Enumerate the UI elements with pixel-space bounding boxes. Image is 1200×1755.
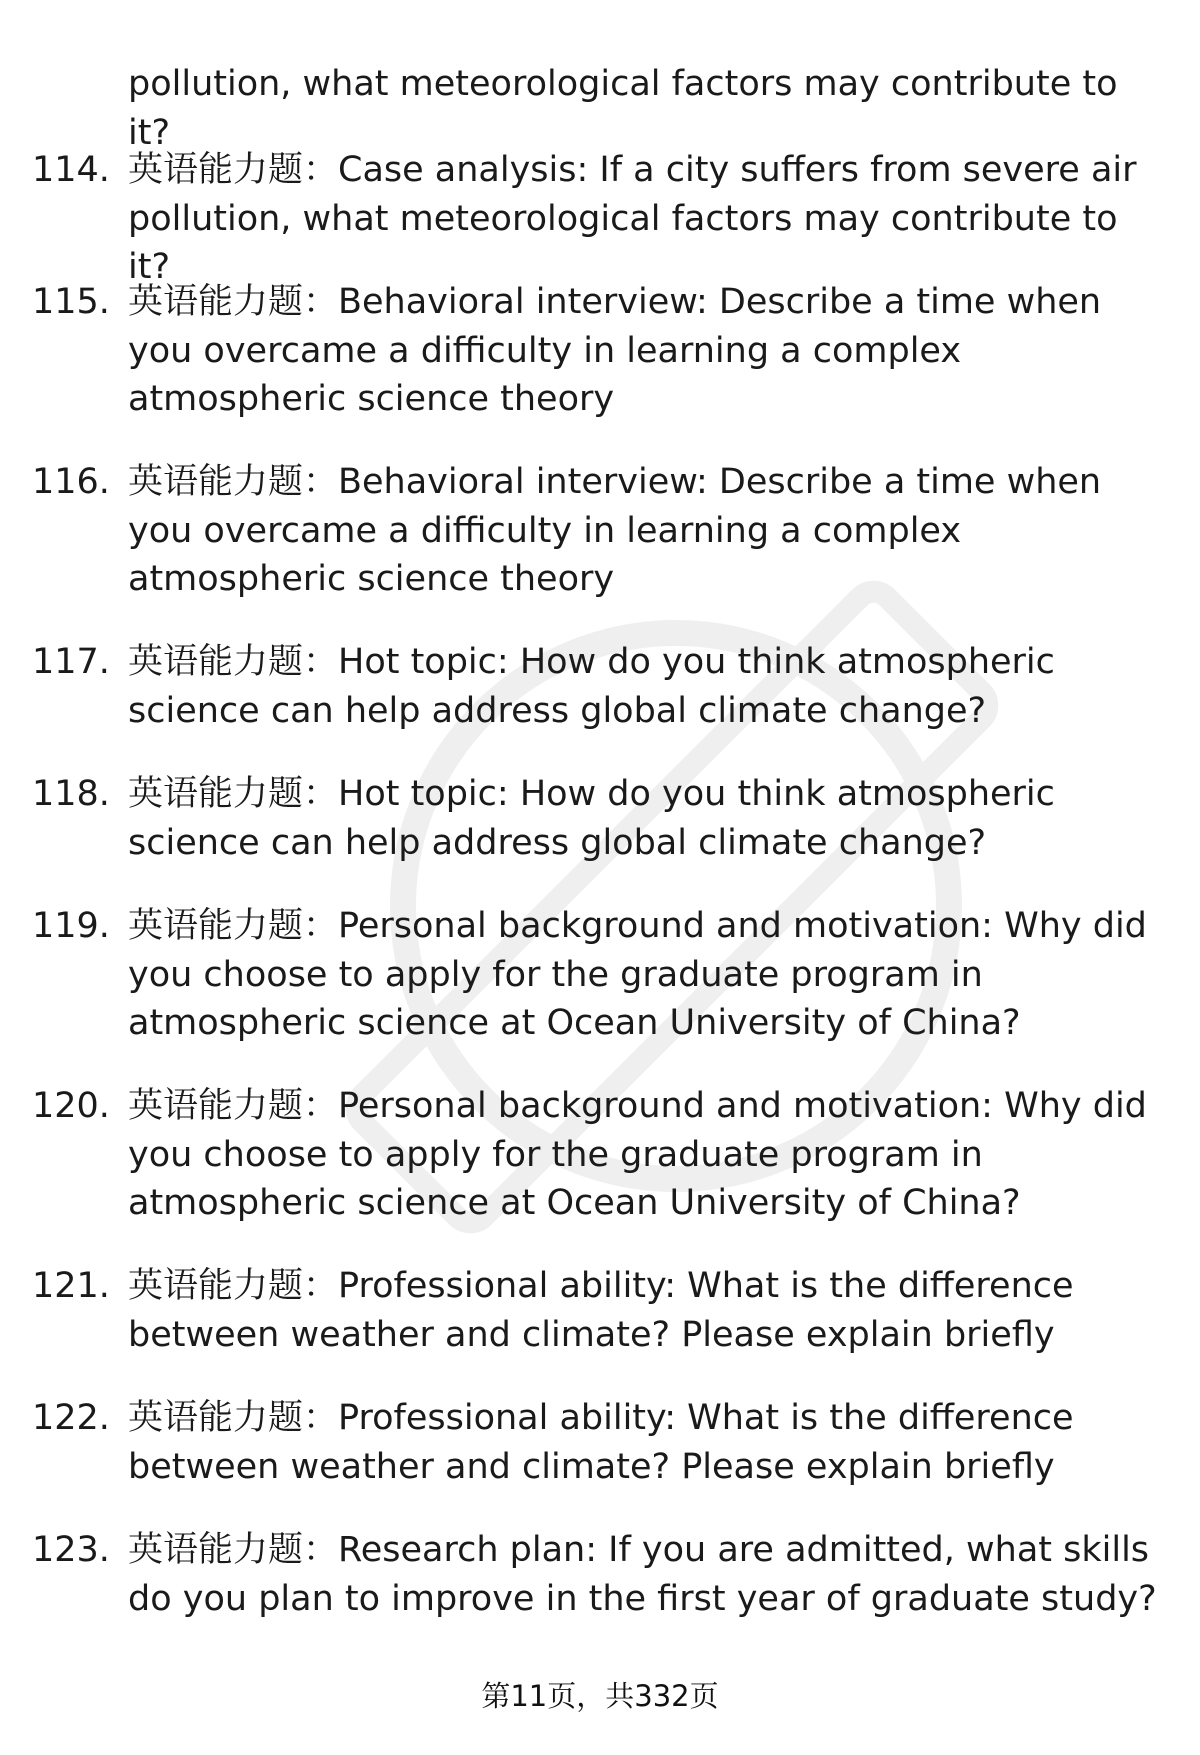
question-number: 122.	[32, 1398, 110, 1438]
question-text: 英语能力题：Research plan: If you are admitted, what skills do you plan to improve in the first year of graduate study?	[128, 1530, 1157, 1619]
question-text: 英语能力题：Hot topic: How do you think atmospheric science can help address global climate change?	[128, 642, 1055, 731]
question-number: 119.	[32, 906, 110, 946]
question-number: 114.	[32, 150, 110, 190]
page-number-footer: 第11页，共332页	[481, 1679, 719, 1713]
question-number: 123.	[32, 1530, 110, 1570]
question-text: 英语能力题：Personal background and motivation: Why did you choose to apply for the graduate program in atmospheric science at Ocean University of China?	[128, 906, 1147, 1043]
question-text: 英语能力题：Personal background and motivation: Why did you choose to apply for the graduate program in atmospheric science at Ocean University of China?	[128, 1086, 1147, 1223]
question-number: 115.	[32, 282, 110, 322]
question-number: 118.	[32, 774, 110, 814]
question-text: 英语能力题：Behavioral interview: Describe a time when you overcame a difficulty in learning a complex atmospheric science theory	[128, 282, 1102, 419]
question-text: 英语能力题：Professional ability: What is the difference between weather and climate? Please explain briefly	[128, 1266, 1074, 1355]
question-number: 120.	[32, 1086, 110, 1126]
question-fragment-text: pollution, what meteorological factors may contribute to it?	[128, 64, 1118, 153]
question-number: 121.	[32, 1266, 110, 1306]
question-text: 英语能力题：Hot topic: How do you think atmospheric science can help address global climate change?	[128, 774, 1055, 863]
question-number: 117.	[32, 642, 110, 682]
question-number: 116.	[32, 462, 110, 502]
question-text: 英语能力题：Case analysis: If a city suffers from severe air pollution, what meteorological factors may contribute to it?	[128, 150, 1137, 287]
question-text: 英语能力题：Professional ability: What is the difference between weather and climate? Please explain briefly	[128, 1398, 1074, 1487]
question-text: 英语能力题：Behavioral interview: Describe a time when you overcame a difficulty in learning a complex atmospheric science theory	[128, 462, 1102, 599]
